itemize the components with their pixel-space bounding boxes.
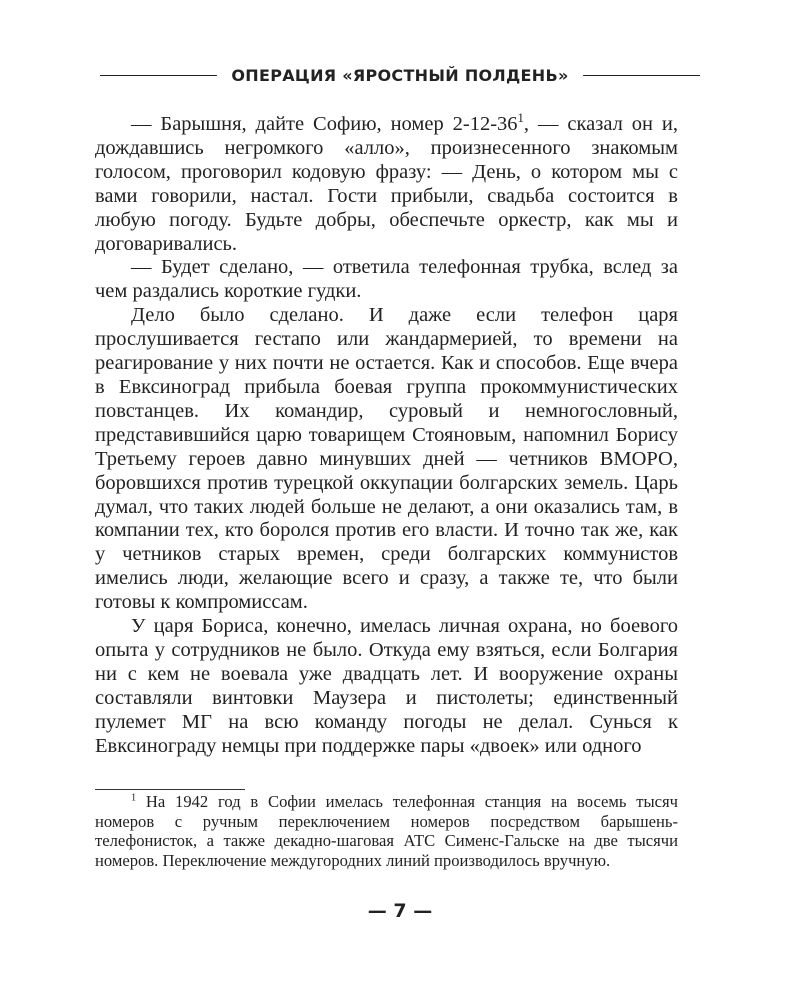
paragraph-3: Дело было сделано. И даже если телефон царя прослушивается гестапо или жандармерией, то времени на реагирование у них почти не остается. Как и способов. Еще вчера в Евксиноград прибыла боевая группа прокоммунистических повстанцев. Их командир, суровый и немногословный, представившийся царю товарищем Стояновым, напомнил Борису Третьему героев давно минувших дней — четников ВМОРО, боровшихся против турецкой оккупации болгарских земель. Царь думал, что таких людей больше не делают, а они оказались там, в компании тех, кто боролся против его власти. И точно так же, как у четников старых времен, среди болгарских коммунистов имелись люди, желающие всего и сразу, а также те, что были готовы к компромиссам. xyxy=(95,304,678,614)
paragraph-2: — Будет сделано, — ответила телефонная трубка, вслед за чем раздались короткие гудки. xyxy=(95,256,678,303)
footnote-text: На 1942 год в Софии имелась телефонная станция на восемь тысяч номеров с ручным переключением номеров посредством барышень-телефонисток, а также декадно-шаговая АТС Сименс-Гальске на две тысячи номеров. Переключение междугородних линий производилось вручную. xyxy=(95,792,678,870)
header-rule-left xyxy=(100,75,217,76)
paragraph-1-end: , — сказал он и, дождавшись негромкого «алло», произнесенного знакомым голосом, проговорил кодовую фразу: — День, о котором мы с вами говорили, настал. Гости прибыли, свадьба состоится в любую погоду. Будьте добры, обеспечьте оркестр, как мы и договаривались. xyxy=(95,113,678,255)
header-rule-right xyxy=(583,75,700,76)
footnote-divider xyxy=(95,789,245,790)
main-text xyxy=(95,113,678,758)
running-header xyxy=(100,62,700,88)
footnote xyxy=(95,792,678,870)
running-title: ОПЕРАЦИЯ «ЯРОСТНЫЙ ПОЛДЕНЬ» xyxy=(231,65,569,85)
paragraph-1 xyxy=(95,113,678,256)
footnote-reference: 1 xyxy=(517,111,524,126)
footnote-marker: 1 xyxy=(131,792,137,804)
page-number: — 7 — xyxy=(367,900,433,922)
paragraph-1-start: — Барышня, дайте Софию, номер 2-12-36 xyxy=(131,113,518,135)
paragraph-4: У царя Бориса, конечно, имелась личная охрана, но боевого опыта у сотрудников не было. Откуда ему взяться, если Болгария ни с кем не воевала уже двадцать лет. И вооружение охраны составляли винтовки Маузера и пистолеты; единственный пулемет МГ на всю команду погоды не делал. Сунься к Евксинограду немцы при поддержке пары «двоек» или одного xyxy=(95,615,678,757)
